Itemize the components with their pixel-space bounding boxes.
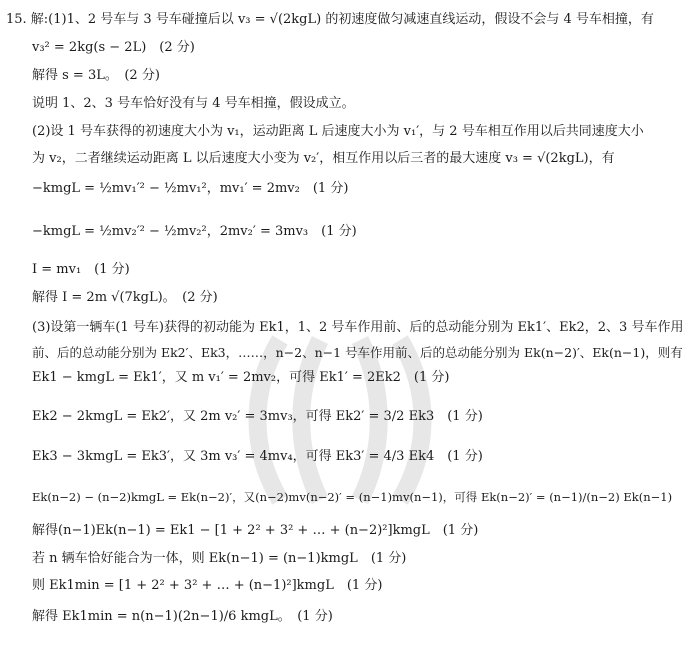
line-ek1-relation: Ek1 − kmgL = Ek1′，又 m v₁′ = 2mv₂，可得 Ek1′ = 2Ek2 (1 分) xyxy=(32,370,450,385)
line-sum-result: 解得(n−1)Ek(n−1) = Ek1 − [1 + 2² + 3² + … + (n−2)²]kmgL (1 分) xyxy=(32,523,479,538)
line-ek1min-result: 解得 Ek1min = n(n−1)(2n−1)/6 kmgL。 (1 分) xyxy=(32,609,333,624)
line-ekn2-relation: Ek(n−2) − (n−2)kmgL = Ek(n−2)′，又(n−2)mv(n−2)′ = (n−1)mv(n−1)，可得 Ek(n−2)′ = (n−1)/(n−2) Ek(n−1) xyxy=(32,490,673,504)
line-15-part1-intro: 15. 解:(1)1、2 号车与 3 号车碰撞后以 v₃ = √(2kgL) 的初速度做匀减速直线运动，假设不会与 4 号车相撞，有 xyxy=(6,12,654,27)
line-part2-setup: (2)设 1 号车获得的初速度大小为 v₁，运动距离 L 后速度大小为 v₁′，与 2 号车相互作用以后共同速度大小 xyxy=(32,124,644,139)
line-ek2-relation: Ek2 − 2kmgL = Ek2′，又 2m v₂′ = 3mv₃，可得 Ek2′ = 3/2 Ek3 (1 分) xyxy=(32,409,483,424)
line-energy-eq-2: −kmgL = ½mv₂′² − ½mv₂²，2mv₂′ = 3mv₃ (1 分) xyxy=(32,224,357,239)
line-combine-condition: 若 n 辆车恰好能合为一体，则 Ek(n−1) = (n−1)kmgL (1 分) xyxy=(32,551,407,566)
line-part2-setup-cont: 为 v₂，二者继续运动距离 L 以后速度大小变为 v₂′，相互作用以后三者的最大速度 v₃ = √(2kgL)，有 xyxy=(32,151,615,166)
line-impulse-result: 解得 I = 2m √(7kgL)。 (2 分) xyxy=(32,290,218,305)
line-assumption-holds: 说明 1、2、3 号车恰好没有与 4 号车相撞，假设成立。 xyxy=(32,96,355,111)
line-ek3-relation: Ek3 − 3kmgL = Ek3′，又 3m v₃′ = 4mv₄，可得 Ek3′ = 4/3 Ek4 (1 分) xyxy=(32,449,483,464)
line-ek1min-expression: 则 Ek1min = [1 + 2² + 3² + … + (n−1)²]kmgL (1 分) xyxy=(32,578,383,593)
line-part3-setup: (3)设第一辆车(1 号车)获得的初动能为 Ek1，1、2 号车作用前、后的总动能分别为 Ek1′、Ek2，2、3 号车作用 xyxy=(32,320,684,335)
line-v3-equation: v₃² = 2kg(s − 2L) (2 分) xyxy=(32,40,195,55)
line-part3-setup-cont: 前、后的总动能分别为 Ek2′、Ek3，……，n−2、n−1 号车作用前、后的总动能分别为 Ek(n−2)′、Ek(n−1)，则有 xyxy=(32,345,683,360)
line-s-result: 解得 s = 3L。 (2 分) xyxy=(32,68,160,83)
line-energy-eq-1: −kmgL = ½mv₁′² − ½mv₁²，mv₁′ = 2mv₂ (1 分) xyxy=(32,181,349,196)
line-impulse: I = mv₁ (1 分) xyxy=(32,262,130,277)
